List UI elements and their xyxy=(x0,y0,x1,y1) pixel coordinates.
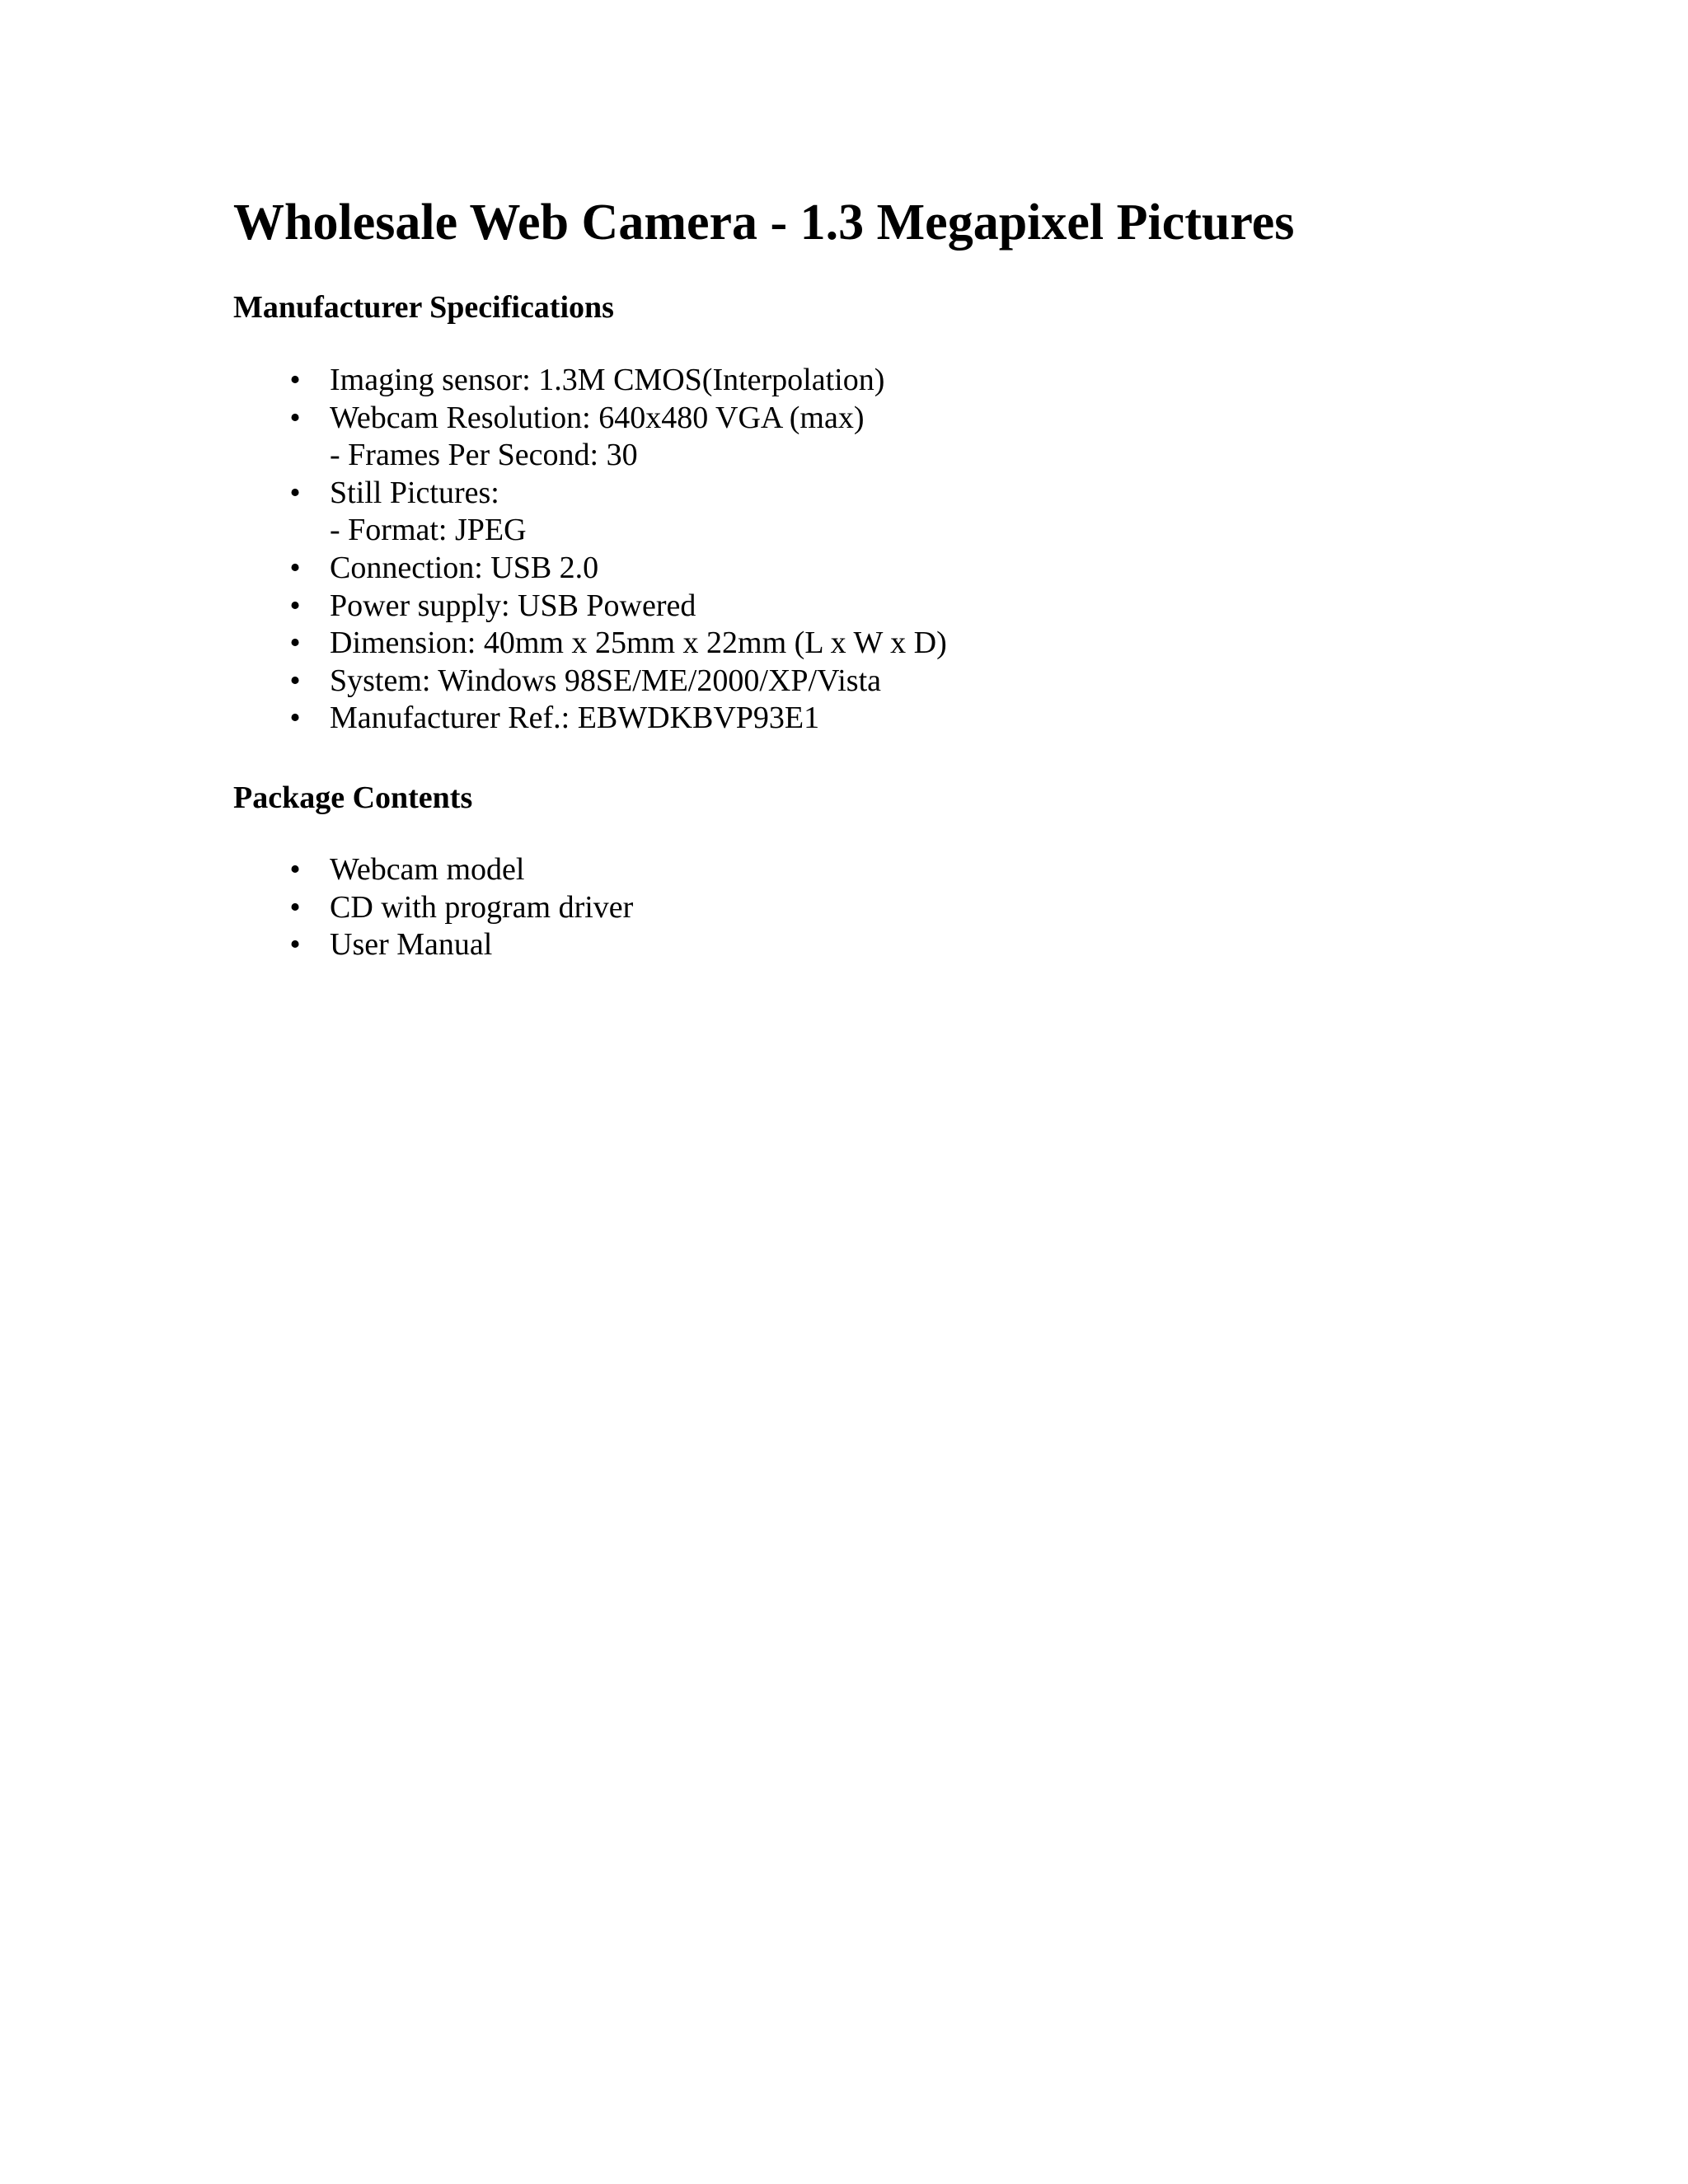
spec-still-pictures: Still Pictures: xyxy=(330,475,499,510)
bullet-icon: • xyxy=(289,889,301,925)
list-item xyxy=(233,851,633,889)
bullet-icon: • xyxy=(289,475,301,510)
spec-frames-per-second: - Frames Per Second: 30 xyxy=(330,438,638,473)
list-item xyxy=(233,400,947,475)
bullet-icon: • xyxy=(289,927,301,963)
spec-connection: Connection: USB 2.0 xyxy=(330,550,599,585)
spec-dimension: Dimension: 40mm x 25mm x 22mm (L x W x D) xyxy=(330,626,947,661)
bullet-icon: • xyxy=(289,588,301,623)
spec-imaging-sensor: Imaging sensor: 1.3M CMOS(Interpolation) xyxy=(330,363,885,397)
package-contents-heading: Package Contents xyxy=(233,780,473,815)
list-item xyxy=(233,588,947,626)
list-item xyxy=(233,475,947,550)
specifications-heading: Manufacturer Specifications xyxy=(233,290,614,325)
specifications-list xyxy=(233,362,947,738)
list-item xyxy=(233,700,947,738)
package-contents-list xyxy=(233,851,633,964)
spec-webcam-resolution: Webcam Resolution: 640x480 VGA (max) xyxy=(330,400,865,435)
list-item xyxy=(233,362,947,400)
bullet-icon: • xyxy=(289,626,301,661)
bullet-icon: • xyxy=(289,363,301,397)
spec-system: System: Windows 98SE/ME/2000/XP/Vista xyxy=(330,663,881,698)
spec-power-supply: Power supply: USB Powered xyxy=(330,588,696,623)
list-item xyxy=(233,926,633,964)
page-title: Wholesale Web Camera - 1.3 Megapixel Pictures xyxy=(233,194,1295,251)
list-item xyxy=(233,889,633,927)
bullet-icon: • xyxy=(289,400,301,435)
bullet-icon: • xyxy=(289,663,301,698)
list-item xyxy=(233,550,947,588)
list-item xyxy=(233,625,947,663)
package-item-manual: User Manual xyxy=(330,927,493,963)
package-item-cd: CD with program driver xyxy=(330,889,634,925)
spec-format: - Format: JPEG xyxy=(330,513,527,548)
bullet-icon: • xyxy=(289,701,301,736)
bullet-icon: • xyxy=(289,550,301,585)
package-item-webcam: Webcam model xyxy=(330,852,525,887)
bullet-icon: • xyxy=(289,852,301,887)
list-item xyxy=(233,663,947,701)
spec-manufacturer-ref: Manufacturer Ref.: EBWDKBVP93E1 xyxy=(330,701,820,736)
